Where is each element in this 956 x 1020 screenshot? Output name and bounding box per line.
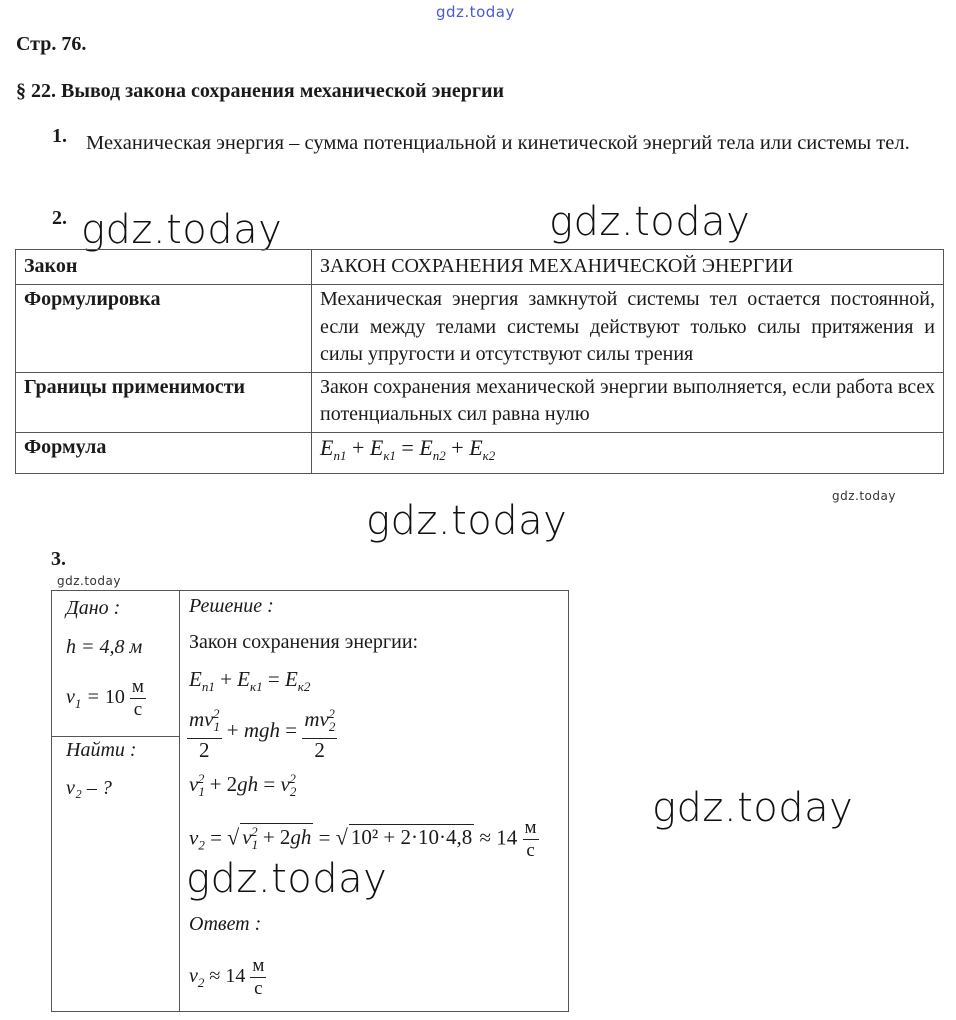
numeric-radicand: 10² + 2·10·4,8 — [350, 825, 473, 850]
problem-table — [51, 590, 569, 1012]
watermark: gdz.today — [652, 785, 854, 831]
column-divider — [179, 591, 180, 1011]
law-label: Закон — [16, 250, 312, 285]
row-divider — [52, 736, 179, 737]
watermark: gdz.today — [366, 498, 568, 544]
table-row — [16, 250, 944, 285]
formula-value — [312, 432, 944, 473]
watermark: gdz.today — [186, 856, 388, 902]
equation-energy: $E_{п1} + E_{к1} = E_{к2}$ — [189, 667, 311, 694]
q1-number: 1. — [52, 125, 67, 147]
table-row — [16, 432, 944, 473]
formula-label: Формула — [16, 432, 312, 473]
answer-label: Ответ : — [189, 913, 262, 935]
equation-simplified: $v_1^2 + 2gh = v_2^2$ — [189, 771, 297, 799]
unit-fraction: $\frac{м}{с}$ — [252, 955, 265, 999]
watermark: gdz.today — [832, 489, 896, 503]
watermark: gdz.today — [549, 199, 751, 245]
equation-kinetic: $\frac{mv_1^2}{2}$ + mgh = $\frac{mv_2^2}{2}$ — [187, 703, 337, 761]
watermark: gdz.today — [57, 574, 121, 588]
law-statement: Закон сохранения энергии: — [189, 631, 419, 653]
watermark-top: gdz.today — [436, 3, 515, 21]
answer-number: 14 — [225, 965, 246, 988]
q3-number: 3. — [51, 548, 66, 570]
unit-fraction: $\frac{м}{с}$ — [131, 676, 144, 720]
section-title: § 22. Вывод закона сохранения механической энергии — [16, 80, 504, 102]
table-row — [16, 372, 944, 432]
find-label: Найти : — [66, 739, 137, 761]
limits-value: Закон сохранения механической энергии выполняется, если работа всех потенциальных сил равна нулю — [312, 372, 944, 432]
q2-number: 2. — [52, 207, 67, 229]
given-height: h = 4,8 м — [66, 636, 143, 658]
solution-label: Решение : — [189, 595, 274, 617]
table-row — [16, 285, 944, 373]
energy-conservation-formula: $E_{п1} + E_{к1} = E_{п2} + E_{к2}$ — [320, 434, 496, 463]
formulation-value: Механическая энергия замкнутой системы тел остается постоянной, если между телами системы действуют только силы притяжения и силы упругости и отсутствуют силы трения — [312, 285, 944, 373]
q1-text: Механическая энергия – сумма потенциальной и кинетической энергий тела или системы тел. — [86, 132, 910, 154]
page-reference: Стр. 76. — [16, 33, 87, 55]
v1-number: 10 — [104, 686, 125, 709]
formulation-label: Формулировка — [16, 285, 312, 373]
approx-result: 14 — [496, 825, 518, 850]
equation-result: $v_2$ = √ $v_1^2 + 2gh$ = √ 10² + 2·10·4,8 ≈ 14 $\frac{м}{с}$ — [189, 817, 537, 861]
given-label: Дано : — [66, 597, 121, 619]
law-table — [15, 249, 944, 474]
limits-label: Границы применимости — [16, 372, 312, 432]
unit-fraction: $\frac{м}{с}$ — [524, 817, 537, 861]
given-velocity: $v_1 = 10$ $\frac{м}{с}$ — [66, 676, 144, 720]
answer-value: $v_2 \approx 14$ $\frac{м}{с}$ — [189, 955, 265, 999]
watermark: gdz.today — [81, 207, 283, 253]
law-value: ЗАКОН СОХРАНЕНИЯ МЕХАНИЧЕСКОЙ ЭНЕРГИИ — [312, 250, 944, 285]
find-value: v₂ – ? — [66, 777, 112, 799]
